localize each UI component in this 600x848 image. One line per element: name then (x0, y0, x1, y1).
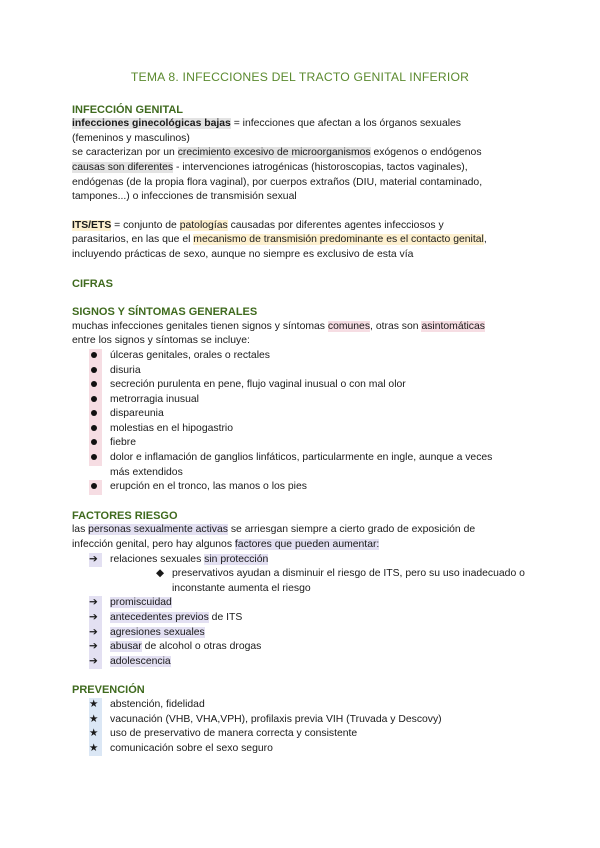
star-icon: ★ (89, 742, 102, 757)
bullet-icon (89, 422, 102, 437)
arrow-icon: ➔ (89, 655, 102, 670)
arrow-icon: ➔ (89, 640, 102, 655)
signos-line-1: muchas infecciones genitales tienen signos y síntomas comunes, otras son asintomáticas (72, 320, 485, 332)
list-item: ★ vacunación (VHB, VHA,VPH), profilaxis previa VIH (Truvada y Descovy) (72, 713, 528, 728)
bullet-icon (89, 480, 102, 495)
list-item: molestias en el hipogastrio (72, 422, 528, 437)
heading-prevencion: PREVENCIÓN (72, 684, 145, 697)
list-item: ★ abstención, fidelidad (72, 698, 528, 713)
list-item: metrorragia inusual (72, 393, 528, 408)
document-title: TEMA 8. INFECCIONES DEL TRACTO GENITAL INFERIOR (130, 70, 470, 84)
arrow-icon: ➔ (89, 626, 102, 641)
list-item: erupción en el tronco, las manos o los pies (72, 480, 528, 495)
infeccion-line-5: endógenas (de la propia flora vaginal), por cuerpos extraños (DIU, material contaminado, (72, 176, 483, 188)
heading-cifras: CIFRAS (72, 277, 113, 290)
list-item: ➔ antecedentes previos de ITS (72, 611, 528, 626)
list-item: dolor e inflamación de ganglios linfáticos, particularmente en ingle, aunque a veces más extendidos (72, 451, 528, 480)
bullet-icon (89, 451, 102, 466)
bullet-icon (89, 393, 102, 408)
list-item: fiebre (72, 436, 528, 451)
list-item: disuria (72, 364, 528, 379)
star-icon: ★ (89, 713, 102, 728)
heading-infeccion-genital: INFECCIÓN GENITAL (72, 103, 184, 116)
list-item: ➔ abusar de alcohol o otras drogas (72, 640, 528, 655)
prevencion-list (72, 698, 528, 756)
factores-sublist (72, 567, 528, 596)
bullet-icon (89, 436, 102, 451)
arrow-icon: ➔ (89, 596, 102, 611)
bullet-icon (89, 364, 102, 379)
star-icon: ★ (89, 727, 102, 742)
infeccion-line-1: infecciones ginecológicas bajas = infecciones que afectan a los órganos sexuales (72, 118, 461, 130)
factores-list (72, 553, 528, 568)
infeccion-line-4: causas son diferentes - intervenciones iatrogénicas (historoscopias, tactos vaginales), (72, 161, 468, 173)
factores-line-1: las personas sexualmente activas se arriesgan siempre a cierto grado de exposición de (72, 524, 476, 536)
factores-list-2 (72, 596, 528, 669)
bullet-icon (89, 378, 102, 393)
list-item: dispareunia (72, 407, 528, 422)
arrow-icon: ➔ (89, 611, 102, 626)
infeccion-line-3: se caracterizan por un crecimiento excesivo de microorganismos exógenos o endógenos (72, 147, 482, 159)
list-item: úlceras genitales, orales o rectales (72, 349, 528, 364)
star-icon: ★ (89, 698, 102, 713)
its-line-1: ITS/ETS = conjunto de patologías causadas por diferentes agentes infecciosos y (72, 219, 444, 231)
document-page (72, 70, 528, 756)
bullet-icon (89, 407, 102, 422)
infeccion-line-2: (femeninos y masculinos) (72, 132, 190, 144)
heading-signos: SIGNOS Y SÍNTOMAS GENERALES (72, 306, 258, 319)
signos-line-2: entre los signos y síntomas se incluye: (72, 335, 250, 347)
list-item: ◆ preservativos ayudan a disminuir el riesgo de ITS, pero su uso inadecuado o inconstante aumenta el riesgo (156, 568, 525, 594)
its-line-2: parasitarios, en las que el mecanismo de transmisión predominante es el contacto genital, (72, 234, 487, 246)
signos-list (72, 349, 528, 495)
list-item: ➔ promiscuidad (72, 596, 528, 611)
list-item: ★ uso de preservativo de manera correcta y consistente (72, 727, 528, 742)
list-item: ➔ agresiones sexuales (72, 626, 528, 641)
heading-factores: FACTORES RIESGO (72, 509, 178, 522)
diamond-icon: ◆ (156, 568, 164, 580)
list-item: ➔ relaciones sexuales sin protección (72, 553, 528, 568)
list-item: secreción purulenta en pene, flujo vaginal inusual o con mal olor (72, 378, 528, 393)
list-item: ➔ adolescencia (72, 655, 528, 670)
its-line-3: incluyendo prácticas de sexo, aunque no siempre es exclusivo de esta vía (72, 248, 414, 260)
infeccion-line-6: tampones...) o infecciones de transmisión sexual (72, 191, 297, 203)
list-item: ★ comunicación sobre el sexo seguro (72, 742, 528, 757)
factores-line-2: infección genital, pero hay algunos factores que pueden aumentar: (72, 539, 380, 551)
arrow-icon: ➔ (89, 553, 102, 568)
bullet-icon (89, 349, 102, 364)
